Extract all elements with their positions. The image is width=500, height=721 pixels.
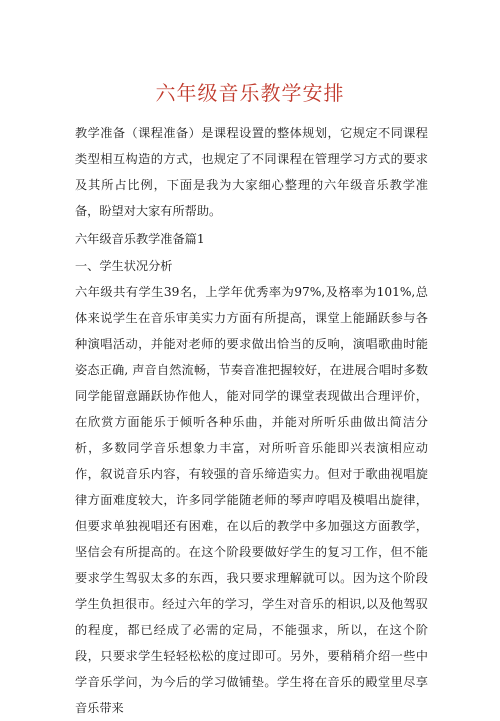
subsection-heading: 一、学生状况分析 [75,259,173,273]
intro-paragraph: 教学准备（课程准备）是课程设置的整体规划，它规定不同课程类型相互构造的方式，也规定了不同课程在管理学习方式的要求及其所占比例，下面是我为大家细心整理的六年级音乐教学准备，盼望对大家有所帮助。 [75,126,428,218]
section-heading: 六年级音乐教学准备篇1 [75,232,205,246]
body-paragraph: 六年级共有学生39名，上学年优秀率为97%,及格率为101%,总体来说学生在音乐审美实力方面有所提高，课堂上能踊跃参与各种演唱活动，并能对老师的要求做出恰当的反响，演唱歌曲时能姿态正确, 声音自然流畅，节奏音准把握较好，在进展合唱时多数同学能留意踊跃协作他人，能对同学的课堂表现做出合理评价，在欣赏方面能乐于倾听各种乐曲，并能对所听乐曲做出简洁分析，多数同学音乐想象力丰富，对所听音乐能即兴表演相应动作，叙说音乐内容，有较强的音乐缔造实力。但对于歌曲视唱旋律方面难度较大，许多同学能随老师的琴声哼唱及模唱出旋律，但要求单独视唱还有困难，在以后的教学中多加强这方面教学，坚信会有所提高的。在这个阶段要做好学生的复习工作，但不能要求学生驾驭太多的东西，我只要求理解就可以。因为这个阶段学生负担很市。经过六年的学习，学生对音乐的相识,以及他驾驭的程度，都已经成了必需的定局，不能强求，所以，在这个阶段，只要求学生轻轻松松的度过即可。另外，要稍稍介绍一些中学音乐学问，为今后的学习做铺垫。学生将在音乐的殿堂里尽享音乐带来 [75,285,428,715]
page-title: 六年级音乐教学安排 [155,81,345,105]
